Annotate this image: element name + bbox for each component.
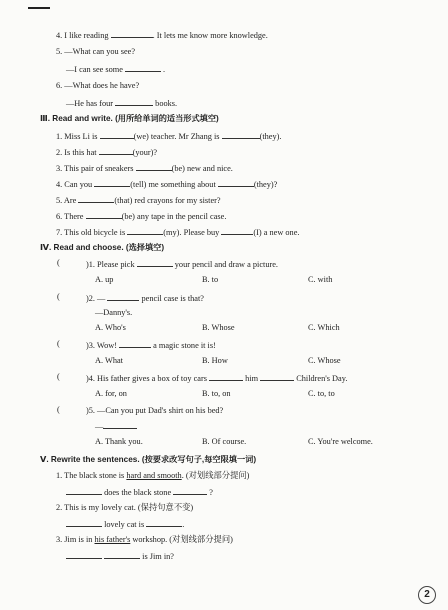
- answer-blank[interactable]: [78, 194, 114, 203]
- sec5-answer-3: is Jim in?: [66, 550, 174, 562]
- option-b[interactable]: B. Whose: [202, 323, 235, 332]
- option-a[interactable]: A. Who's: [95, 323, 126, 332]
- answer-blank[interactable]: [111, 29, 153, 38]
- sec5-question-1: 1. The black stone is hard and smooth. (对划线部分提问): [56, 471, 250, 480]
- answer-blank[interactable]: [218, 178, 254, 187]
- answer-blank[interactable]: [94, 178, 130, 187]
- sec5-question-3: 3. Jim is in his father's workshop. (对划线部分提问): [56, 535, 233, 544]
- sec3-question-7: 7. This old bicycle is (my). Please buy (I) a new one.: [56, 228, 300, 237]
- option-a[interactable]: A. for, on: [95, 389, 127, 398]
- sec4-question-2: )2. — pencil case is that?: [86, 294, 204, 303]
- option-a[interactable]: A. up: [95, 275, 114, 284]
- option-c[interactable]: C. to, to: [308, 389, 335, 398]
- top-mark: [28, 7, 50, 9]
- underlined-phrase: his father's: [94, 535, 131, 544]
- sec5-question-2: 2. This is my lovely cat. (保持句意不变): [56, 503, 194, 512]
- sec4-question-1: )1. Please pick your pencil and draw a picture.: [86, 260, 278, 269]
- sec5-answer-1: does the black stone ?: [66, 486, 213, 498]
- option-a[interactable]: A. Thank you.: [95, 437, 143, 446]
- section-3-heading: Ⅲ. Read and write. (用所给单词的适当形式填空): [40, 114, 219, 123]
- answer-blank: [137, 258, 173, 267]
- underlined-phrase: hard and smooth: [126, 471, 182, 480]
- option-c[interactable]: C. Whose: [308, 356, 341, 365]
- answer-blank: [107, 292, 139, 301]
- sec3-question-6: 6. There (be) any tape in the pencil case.: [56, 212, 227, 221]
- answer-blank[interactable]: [66, 486, 102, 495]
- option-a[interactable]: A. What: [95, 356, 123, 365]
- option-b[interactable]: B. How: [202, 356, 228, 365]
- option-b[interactable]: B. Of course.: [202, 437, 247, 446]
- question-4: 4. I like reading . It lets me know more knowledge.: [56, 31, 268, 40]
- sec3-question-4: 4. Can you (tell) me something about (they)?: [56, 180, 278, 189]
- sec3-question-5: 5. Are (that) red crayons for my sister?: [56, 196, 221, 205]
- sec5-answer-2: lovely cat is .: [66, 518, 184, 530]
- answer-blank[interactable]: [173, 486, 207, 495]
- answer-paren[interactable]: (: [57, 405, 60, 414]
- option-b[interactable]: B. to, on: [202, 389, 231, 398]
- sec4-question-5: )5. —Can you put Dad's shirt on his bed?: [86, 406, 224, 415]
- question-5: 5. —What can you see?: [56, 47, 136, 56]
- question-6: 6. —What does he have?: [56, 81, 140, 90]
- option-c[interactable]: C. You're welcome.: [308, 437, 373, 446]
- dialogue-reply: —: [95, 420, 137, 432]
- answer-blank[interactable]: [127, 226, 163, 235]
- page-number: 2: [418, 586, 436, 604]
- dialogue-reply: —Danny's.: [95, 308, 133, 317]
- sec4-question-4: )4. His father gives a box of toy cars him Children's Day.: [86, 374, 348, 383]
- answer-blank[interactable]: [104, 550, 140, 559]
- answer-5: —I can see some .: [66, 65, 166, 74]
- answer-blank[interactable]: [66, 518, 102, 527]
- answer-blank: [209, 372, 243, 381]
- answer-blank[interactable]: [115, 97, 153, 106]
- option-c[interactable]: C. with: [308, 275, 333, 284]
- answer-paren[interactable]: (: [57, 258, 60, 267]
- answer-blank[interactable]: [86, 210, 122, 219]
- answer-blank[interactable]: [222, 130, 260, 139]
- answer-paren[interactable]: (: [57, 372, 60, 381]
- answer-blank[interactable]: [221, 226, 253, 235]
- sec4-question-3: )3. Wow! a magic stone it is!: [86, 341, 216, 350]
- answer-blank[interactable]: [136, 162, 172, 171]
- answer-blank[interactable]: [125, 63, 161, 72]
- answer-6: —He has four books.: [66, 99, 178, 108]
- answer-blank[interactable]: [99, 146, 133, 155]
- sec3-question-1: 1. Miss Li is (we) teacher. Mr Zhang is (they).: [56, 132, 282, 141]
- section-5-heading: Ⅴ. Rewrite the sentences. (按要求改写句子,每空限填一词): [40, 455, 257, 464]
- answer-blank: [119, 339, 151, 348]
- answer-blank[interactable]: [146, 518, 182, 527]
- answer-blank[interactable]: [100, 130, 134, 139]
- section-4-heading: Ⅳ. Read and choose. (选择填空): [40, 243, 165, 252]
- answer-blank: [103, 420, 137, 429]
- sec3-question-3: 3. This pair of sneakers (be) new and nice.: [56, 164, 233, 173]
- answer-blank[interactable]: [66, 550, 102, 559]
- option-c[interactable]: C. Which: [308, 323, 340, 332]
- sec3-question-2: 2. Is this hat (your)?: [56, 148, 158, 157]
- option-b[interactable]: B. to: [202, 275, 219, 284]
- answer-paren[interactable]: (: [57, 292, 60, 301]
- answer-paren[interactable]: (: [57, 339, 60, 348]
- answer-blank: [260, 372, 294, 381]
